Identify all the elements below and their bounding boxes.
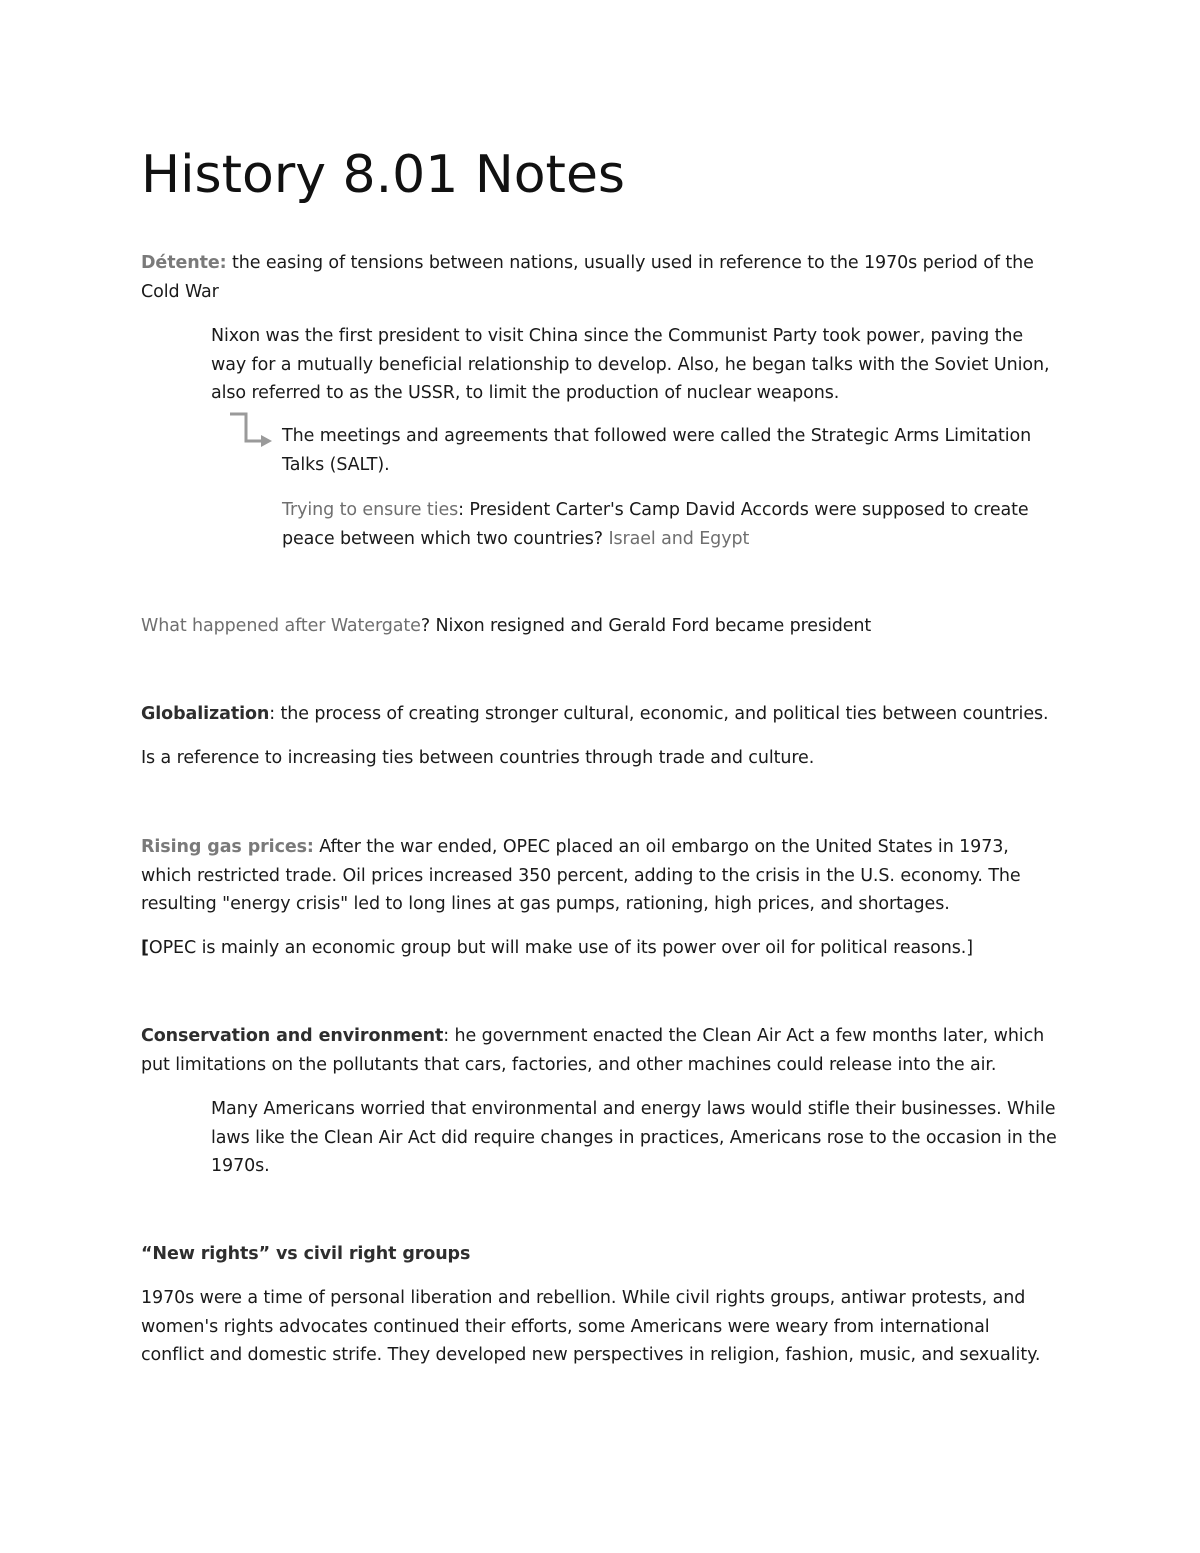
globalization-paragraph: [141, 700, 1071, 729]
ties-paragraph: [282, 496, 1042, 553]
watergate-question: What happened after Watergate: [141, 616, 421, 636]
gas-prices-paragraph: [141, 833, 1056, 919]
opec-bracket: [: [141, 938, 149, 958]
gas-prices-text: After the war ended, OPEC placed an oil embargo on the United States in 1973, which restricted trade. Oil prices increased 350 percent, adding to the crisis in the U.S. economy. The resulting "energy crisis" led to long lines at gas pumps, rationing, high prices, and shortages.: [141, 837, 1021, 914]
conservation-note: Many Americans worried that environmental and energy laws would stifle their businesses. While laws like the Clean Air Act did require changes in practices, Americans rose to the occasion in the 1970s.: [211, 1099, 1057, 1176]
globalization-definition: the process of creating stronger cultural, economic, and political ties between countries.: [275, 704, 1049, 724]
detente-term: Détente:: [141, 253, 227, 273]
gas-prices-term: Rising gas prices:: [141, 837, 314, 857]
new-rights-heading: “New rights” vs civil right groups: [141, 1244, 471, 1264]
globalization-colon: :: [269, 704, 276, 724]
detente-definition-cont: Cold War: [141, 281, 219, 302]
watergate-question-mark: ?: [420, 616, 431, 636]
watergate-answer: Nixon resigned and Gerald Ford became president: [430, 616, 872, 636]
salt-paragraph: The meetings and agreements that followed were called the Strategic Arms Limitation Talks (SALT).: [282, 426, 1032, 475]
detente-definition: the easing of tensions between nations, usually used in reference to the 1970s period of the: [226, 253, 1034, 273]
ties-label: Trying to ensure ties: [282, 500, 459, 520]
opec-note-text: OPEC is mainly an economic group but will make use of its power over oil for political reasons.]: [148, 938, 973, 958]
nixon-paragraph: Nixon was the first president to visit China since the Communist Party took power, paving the way for a mutually beneficial relationship to develop. Also, he began talks with the Soviet Union, also referred to as the USSR, to limit the production of nuclear weapons.: [211, 326, 1050, 403]
opec-note: [141, 934, 1071, 963]
ties-answer: Israel and Egypt: [602, 528, 750, 549]
globalization-note: Is a reference to increasing ties between countries through trade and culture.: [141, 748, 815, 768]
globalization-term: Globalization: [141, 704, 270, 724]
new-rights-paragraph: 1970s were a time of personal liberation and rebellion. While civil rights groups, antiwar protests, and women's rights advocates continued their efforts, some Americans were weary from international conflict and domestic strife. They developed new perspectives in religion, fashion, music, and sexuality.: [141, 1288, 1041, 1365]
ties-text: President Carter's Camp David Accords were supposed to create peace between which two countries?: [282, 500, 1029, 549]
arrow-icon: [228, 411, 274, 449]
conservation-term: Conservation and environment: [141, 1026, 444, 1046]
detente-paragraph: [141, 249, 1071, 306]
conservation-text: he government enacted the Clean Air Act a few months later, which put limitations on the pollutants that cars, factories, and other machines could release into the air.: [141, 1026, 1045, 1075]
watergate-paragraph: [141, 612, 1071, 641]
ties-colon: :: [458, 500, 464, 520]
conservation-colon: :: [443, 1026, 450, 1046]
conservation-paragraph: [141, 1022, 1066, 1079]
page-title: History 8.01 Notes: [141, 145, 626, 205]
